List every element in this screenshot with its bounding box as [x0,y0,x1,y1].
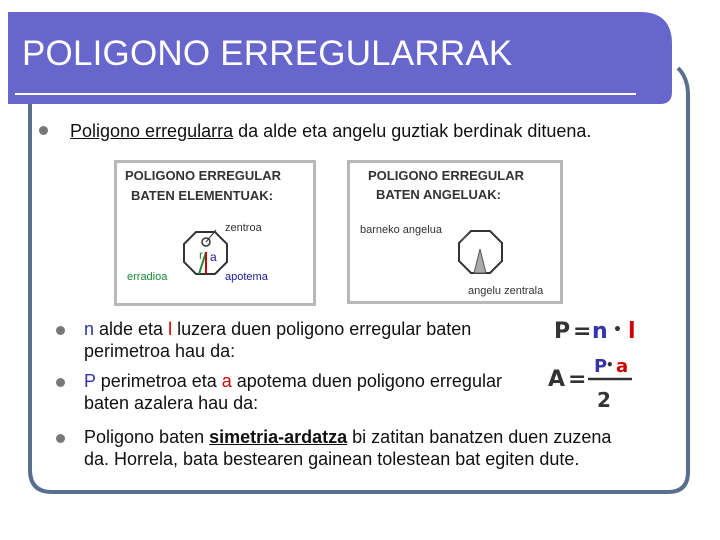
formula-perimeter-dot: • [613,322,622,338]
figure-polygon-angles [347,160,563,304]
area-text-2: apotema duen poligono erregular [231,371,502,391]
formula-area-num-dot: • [606,358,614,372]
figure-polygon-elements [114,160,316,306]
formula-area-num-a: a [616,356,629,377]
label-central-angle: angelu zentrala [468,285,544,297]
var-a: a [221,371,232,391]
label-inner-angle: barneko angelua [360,224,442,236]
fig1-heading-2: BATEN ELEMENTUAK: [131,188,274,203]
formula-area-eq: = [568,367,587,392]
symmetry-text-3: da. Horrela, bata bestearen gainean tolestean bat egiten dute. [84,449,580,469]
bullet-dot [56,326,65,335]
perimeter-text-1: alde eta [94,319,169,339]
fig2-heading-1: POLIGONO ERREGULAR [368,168,525,183]
var-n: n [84,319,95,339]
term-symmetry-axis: simetria-ardatza [209,427,348,447]
formula-area-den: 2 [597,388,611,412]
formula-area-lhs: A [548,367,566,392]
label-apothem: apotema [225,271,268,283]
var-p: P [84,371,96,391]
bullet-dot [39,126,48,135]
bullet-dot [56,434,65,443]
area-text-1: perimetroa eta [95,371,222,391]
var-l: l [168,319,173,339]
fig2-heading-2: BATEN ANGELUAK: [376,187,501,202]
bullet-perimeter [84,318,471,362]
symmetry-text-2: bi zatitan banatzen duen zuzena [347,427,612,447]
formula-perimeter-lhs: P [554,319,571,344]
definition-text: da alde eta angelu guztiak berdinak dituena. [233,121,592,141]
formula-area-num-p: P [594,356,608,377]
formula-perimeter-n: n [592,319,608,344]
bullet-symmetry [84,426,611,470]
bullet-dot [56,378,65,387]
perimeter-text-3: perimetroa hau da: [84,341,236,361]
bullet-area [84,370,502,414]
term-regular-polygon: Poligono erregularra [70,121,234,141]
label-center: zentroa [225,222,262,234]
perimeter-text-2: luzera duen poligono erregular baten [172,319,472,339]
area-text-3: baten azalera hau da: [84,393,259,413]
symmetry-text-1: Poligono baten [84,427,210,447]
letter-r: r [199,248,203,262]
bullet-definition [70,120,591,142]
formula-graphics [548,312,648,416]
formula-perimeter-l: l [628,319,636,344]
formula-perimeter-eq: = [573,319,592,344]
slide-title: POLIGONO ERREGULARRAK [22,34,513,73]
fig1-heading-1: POLIGONO ERREGULAR [125,168,282,183]
label-radius: erradioa [127,271,168,283]
letter-a: a [210,250,217,264]
